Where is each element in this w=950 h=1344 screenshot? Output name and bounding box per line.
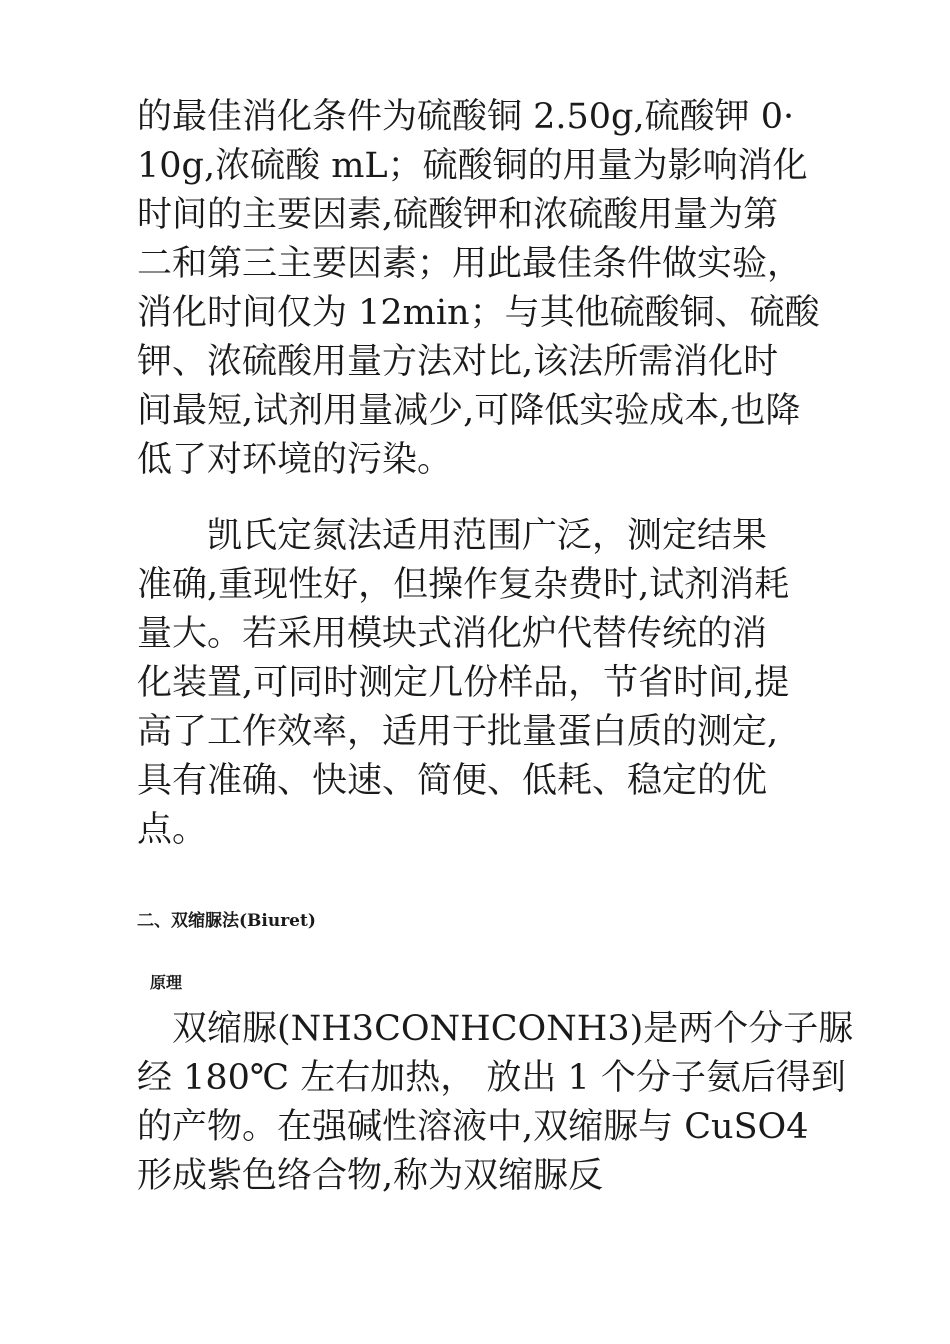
paragraph-digestion-conditions xyxy=(137,93,820,485)
text-line: 时间的主要因素,硫酸钾和浓硫酸用量为第 xyxy=(137,195,779,235)
text-line: 的最佳消化条件为硫酸铜 2.50g,硫酸钾 0· xyxy=(137,97,795,137)
text-line: 间最短,试剂用量减少,可降低实验成本,也降 xyxy=(137,391,801,431)
text-line: 量大。若采用模块式消化炉代替传统的消 xyxy=(137,614,768,654)
text-line: 消化时间仅为 12min；与其他硫酸铜、硫酸 xyxy=(137,293,820,333)
text-line: 准确,重现性好，但操作复杂费时,试剂消耗 xyxy=(137,565,790,605)
section-heading: 二、双缩脲法(Biuret) xyxy=(137,911,316,931)
text-line: 形成紫色络合物,称为双缩脲反 xyxy=(137,1156,604,1196)
sub-heading: 原理 xyxy=(150,973,183,992)
text-line: 高了工作效率，适用于批量蛋白质的测定, xyxy=(137,712,779,752)
text-line: 钾、浓硫酸用量方法对比,该法所需消化时 xyxy=(137,342,779,382)
text-line: 的产物。在强碱性溶液中,双缩脲与 CuSO4 xyxy=(137,1107,809,1147)
text-line: 凯氏定氮法适用范围广泛，测定结果 xyxy=(137,516,768,556)
text-line: 具有准确、快速、简便、低耗、稳定的优 xyxy=(137,761,768,801)
text-line: 化装置,可同时测定几份样品，节省时间,提 xyxy=(137,663,790,703)
text-line: 二和第三主要因素；用此最佳条件做实验， xyxy=(137,244,803,284)
text-line: 双缩脲(NH3CONHCONH3)是两个分子脲 xyxy=(137,1009,854,1049)
paragraph-kjeldahl-summary xyxy=(137,512,817,855)
text-line: 点。 xyxy=(137,810,208,850)
text-line: 低了对环境的污染。 xyxy=(137,440,453,480)
paragraph-biuret-principle xyxy=(137,1005,854,1201)
text-line: 10g,浓硫酸 mL；硫酸铜的用量为影响消化 xyxy=(137,146,808,186)
text-line: 经 180℃ 左右加热， 放出 1 个分子氨后得到 xyxy=(137,1058,846,1098)
